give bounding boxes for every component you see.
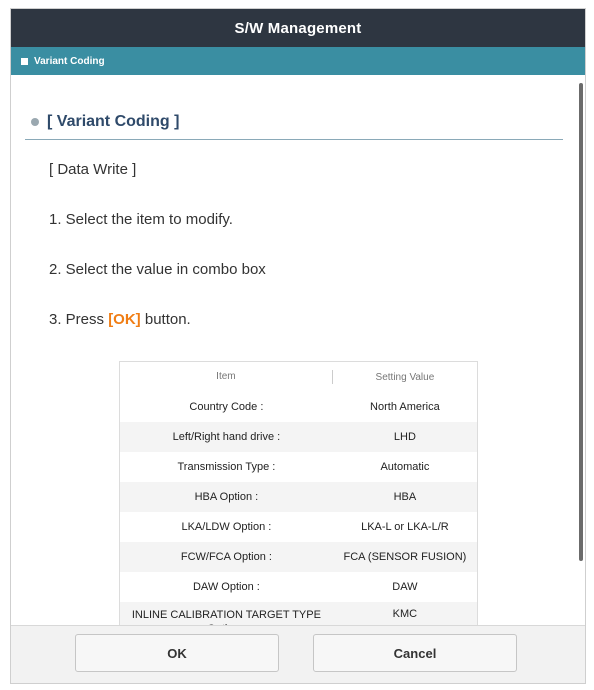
step-3-ok-highlight: [OK] (108, 311, 141, 328)
data-write-heading: [ Data Write ] (49, 161, 137, 178)
square-bullet-icon (21, 58, 28, 65)
row-value: KMC (392, 608, 418, 620)
row-value: FCA (SENSOR FUSION) (343, 551, 467, 563)
column-header-setting-value: Setting Value (375, 371, 435, 383)
scrollbar[interactable] (579, 83, 583, 561)
cancel-button[interactable]: Cancel (313, 634, 517, 672)
table-header-row (120, 362, 477, 392)
section-title: [ Variant Coding ] (47, 113, 180, 130)
row-value: LHD (393, 431, 416, 443)
table-row[interactable] (120, 392, 477, 422)
section-header (25, 113, 563, 140)
row-item: Transmission Type : (177, 461, 276, 473)
row-item: DAW Option : (192, 581, 260, 593)
table-row[interactable] (120, 512, 477, 542)
row-value: North America (370, 401, 440, 413)
window-title: S/W Management (11, 9, 585, 47)
row-value: Automatic (380, 461, 430, 473)
table-row[interactable] (120, 482, 477, 512)
subbar (11, 47, 585, 75)
row-item: HBA Option : (194, 491, 259, 503)
sw-management-window (10, 8, 586, 684)
row-value: DAW (392, 581, 418, 593)
table-row[interactable] (120, 572, 477, 602)
row-value: HBA (393, 491, 417, 503)
content-area[interactable] (11, 75, 585, 625)
variant-coding-table (119, 361, 478, 637)
table-row[interactable] (120, 452, 477, 482)
row-value: LKA-L or LKA-L/R (361, 521, 449, 533)
row-item: FCW/FCA Option : (180, 551, 272, 563)
row-item: LKA/LDW Option : (181, 521, 272, 533)
column-header-item: Item (120, 370, 333, 384)
step-1: 1. Select the item to modify. (49, 211, 233, 228)
step-3-prefix: 3. Press (49, 311, 109, 328)
table-row[interactable] (120, 542, 477, 572)
row-item: INLINE CALIBRATION TARGET TYPE (131, 609, 321, 621)
subbar-label: Variant Coding (34, 55, 105, 67)
row-item: Country Code : (189, 401, 264, 413)
step-2: 2. Select the value in combo box (49, 261, 266, 278)
step-3 (49, 311, 191, 328)
table-row[interactable] (120, 422, 477, 452)
row-item: Left/Right hand drive : (172, 431, 281, 443)
ok-button[interactable]: OK (75, 634, 279, 672)
bullet-dot-icon (31, 118, 39, 126)
step-3-suffix: button. (140, 311, 191, 328)
dialog-footer (11, 625, 585, 683)
